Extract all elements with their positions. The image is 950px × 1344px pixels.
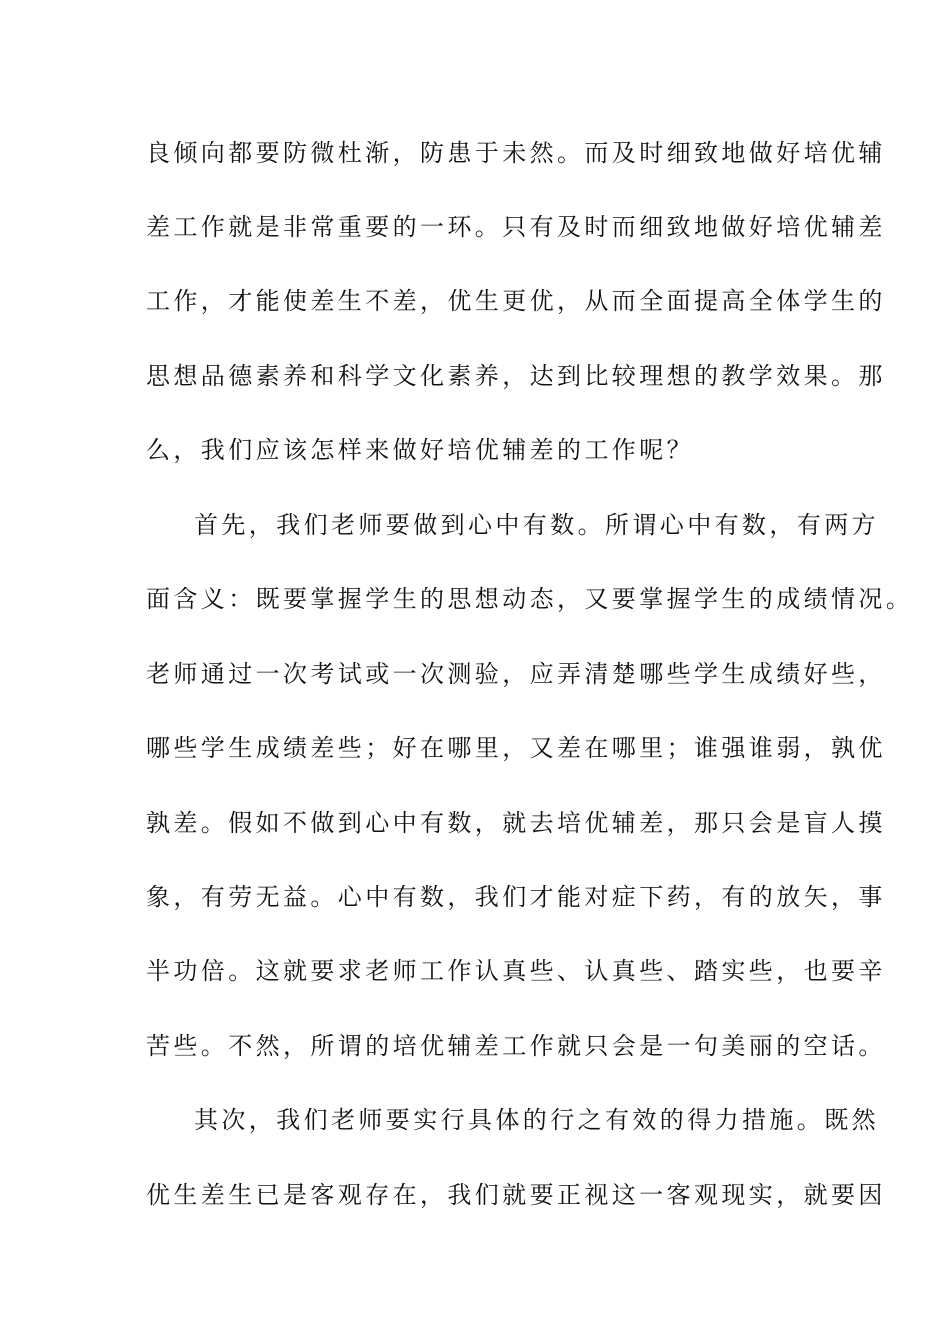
text-line: 良倾向都要防微杜渐，防患于未然。而及时细致地做好培优辅 (146, 139, 886, 167)
text-line: 优生差生已是客观存在，我们就要正视这一客观现实，就要因 (146, 1181, 886, 1209)
paragraph-first-line: 其次，我们老师要实行具体的行之有效的得力措施。既然 (194, 1106, 879, 1134)
text-line: 工作，才能使差生不差，优生更优，从而全面提高全体学生的 (146, 287, 886, 315)
paragraph-first-line: 首先，我们老师要做到心中有数。所谓心中有数，有两方 (194, 511, 879, 539)
text-line: 老师通过一次考试或一次测验，应弄清楚哪些学生成绩好些， (146, 660, 886, 688)
text-line: 么，我们应该怎样来做好培优辅差的工作呢？ (146, 436, 694, 464)
text-line: 哪些学生成绩差些；好在哪里，又差在哪里；谁强谁弱，孰优 (146, 734, 886, 762)
text-line: 象，有劳无益。心中有数，我们才能对症下药，有的放矢，事 (146, 883, 886, 911)
text-line: 差工作就是非常重要的一环。只有及时而细致地做好培优辅差 (146, 213, 886, 241)
text-line: 思想品德素养和科学文化素养，达到比较理想的教学效果。那 (146, 362, 886, 390)
text-line: 半功倍。这就要求老师工作认真些、认真些、踏实些，也要辛 (146, 957, 886, 985)
text-line: 面含义：既要掌握学生的思想动态，又要掌握学生的成绩情况。 (146, 585, 914, 613)
text-line: 苦些。不然，所谓的培优辅差工作就只会是一句美丽的空话。 (146, 1032, 886, 1060)
text-line: 孰差。假如不做到心中有数，就去培优辅差，那只会是盲人摸 (146, 809, 886, 837)
